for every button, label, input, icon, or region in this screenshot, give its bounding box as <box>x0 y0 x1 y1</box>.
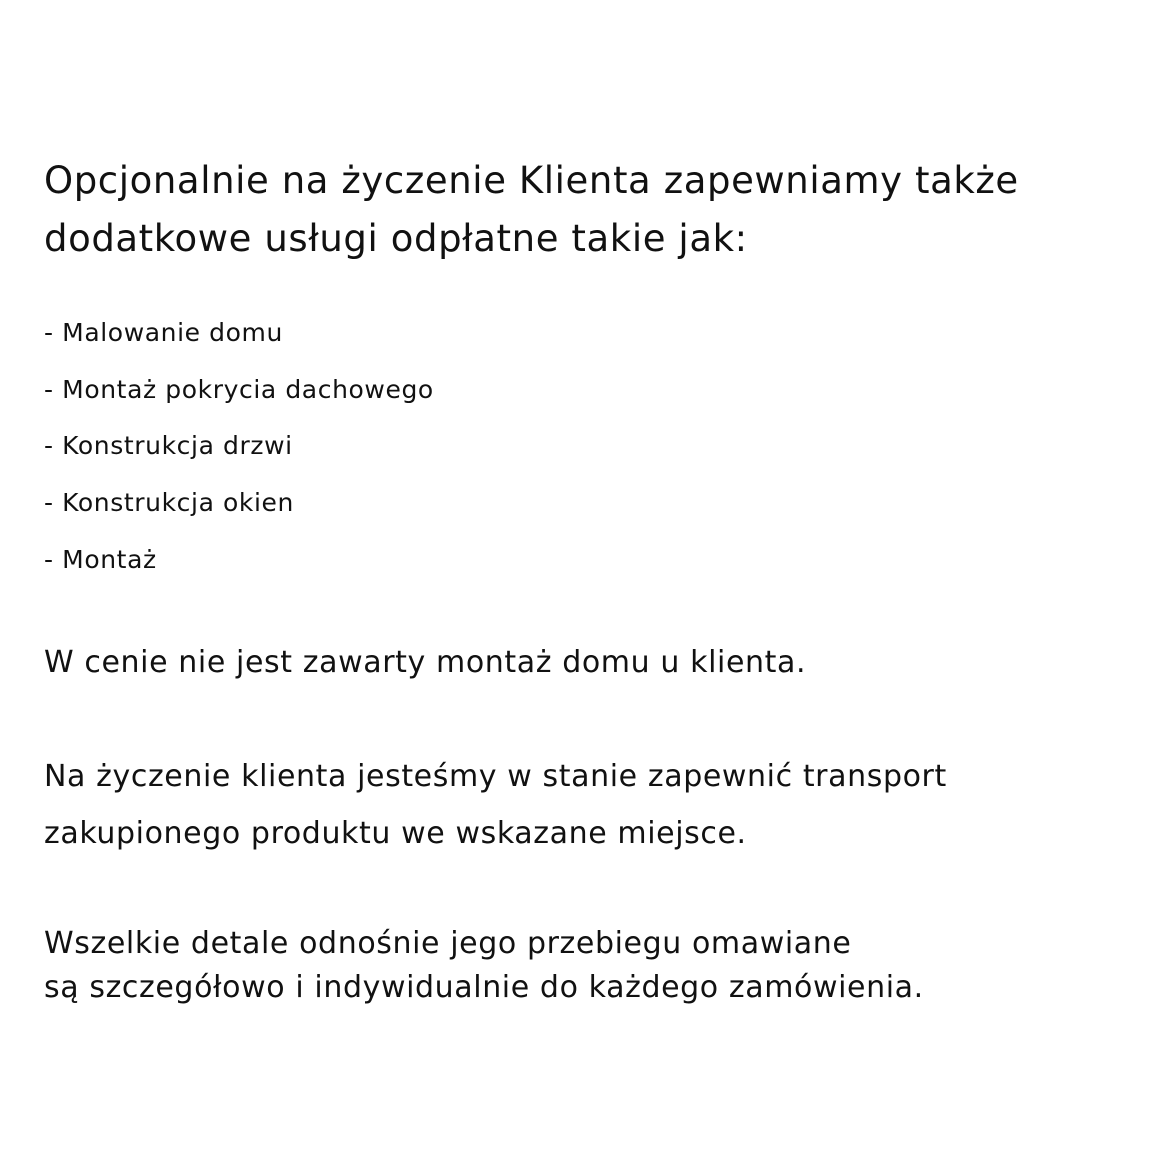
intro-heading <box>44 152 1019 268</box>
transport-note-line-2: zakupionego produktu we wskazane miejsce. <box>44 816 747 851</box>
details-note-line-1: Wszelkie detale odnośnie jego przebiegu omawiane <box>44 926 852 961</box>
transport-note-line-1: Na życzenie klienta jesteśmy w stanie zapewnić transport <box>44 759 947 794</box>
service-item-doors: - Konstrukcja drzwi <box>44 431 293 461</box>
price-note-text: W cenie nie jest zawarty montaż domu u klienta. <box>44 645 807 680</box>
price-note <box>44 640 806 686</box>
details-note-line-2: są szczegółowo i indywidualnie do każdego zamówienia. <box>44 970 924 1005</box>
transport-note <box>44 748 947 862</box>
service-item-windows: - Konstrukcja okien <box>44 488 294 518</box>
services-list <box>44 305 434 589</box>
intro-line-2: dodatkowe usługi odpłatne takie jak: <box>44 217 748 260</box>
service-item-roofing: - Montaż pokrycia dachowego <box>44 374 434 404</box>
details-note <box>44 922 924 1010</box>
service-item-assembly: - Montaż <box>44 544 157 574</box>
service-item-painting: - Malowanie domu <box>44 318 283 347</box>
intro-line-1: Opcjonalnie na życzenie Klienta zapewniamy także <box>44 159 1019 202</box>
